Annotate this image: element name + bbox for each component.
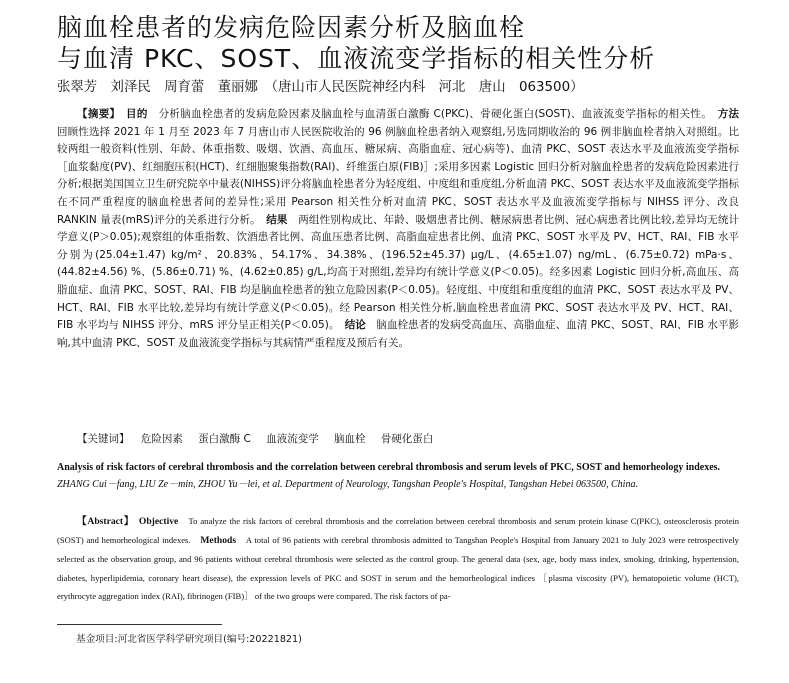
english-title: Analysis of risk factors of cerebral thrombosis and the correlation between cerebral thrombosis and serum levels of PKC, SOST and hemorheology indexes. — [57, 462, 721, 473]
keyword: 危险因素 — [140, 433, 183, 445]
english-methods-label: Methods — [200, 535, 237, 547]
english-objective-text: To analyze the risk factors of cerebral thrombosis and the correlation between cerebral thrombosis and serum protein kinase C(PKC), osteosclerosis protein (SOST) and hemorheological indexes. — [57, 516, 739, 546]
footnote-divider — [57, 624, 222, 625]
chinese-keywords — [57, 431, 739, 446]
results-text: 两组性别构成比、年龄、吸烟患者比例、糖尿病患者比例、冠心病患者比例比较,差异均无统计学意义(P＞0.05);观察组的体重指数、饮酒患者比例、高血压患者比例、高脂血症患者比例、血清 PKC、SOST 水平及 PV、HCT、RAI、FIB 水平分别为(25.04±1.47) kg/m²、20.83%、54.17%、34.38%、(196.52±45.37) μg/L、(4.65±1.07) ng/mL、(6.75±0.72) mPa·s、(44.82±4.56) %、(5.86±0.71) %、(4.62±0.85) g/L,均高于对照组,差异均有统计学意义(P＜0.05)。经多因素 Logistic 回归分析,高血压、高脂血症、血清 PKC、SOST、RAI、FIB 均是脑血栓患者的独立危险因素(P＜0.05)。轻度组、中度组和重度组的血清 PKC、SOST 表达水平及 PV、HCT、RAI、FIB 水平比较,差异均有统计学意义(P＜0.05)。经 Pearson 相关性分析,脑血栓患者血清 PKC、SOST 表达水平及 PV、HCT、RAI、FIB 水平均与 NIHSS 评分、mRS 评分呈正相关(P＜0.05)。 — [57, 213, 740, 332]
objective-text: 分析脑血栓患者的发病危险因素及脑血栓与血清蛋白激酶 C(PKC)、骨硬化蛋白(SOST)、血液流变学指标的相关性。 — [158, 108, 707, 120]
conclusion-label: 结论 — [344, 319, 366, 332]
methods-text: 回顾性选择 2021 年 1 月至 2023 年 7 月唐山市人民医院收治的 96 例脑血栓患者纳入观察组,另选同期收治的 96 例非脑血栓者纳入对照组。比较两组一般资料(性别、年龄、体重指数、吸烟、饮酒、高血压、糖尿病、高脂血症、冠心病等)、血清 PKC、SOST 表达水平及血液流变学指标［血浆黏度(PV)、红细胞压积(HCT)、红细胞聚集指数(RAI)、纤维蛋白原(FIB)］;采用多因素 Logistic 回归分析对脑血栓患者的发病危险因素进行分析;根据美国国立卫生研究院卒中量表(NIHSS)评分将脑血栓患者分为轻度组、中度组和重度组,分析血清 PKC、SOST 表达水平及血液流变学指标在不同严重程度的脑血栓患者间的差异性;采用 Pearson 相关性分析对血清 PKC、SOST 表达水平及血液流变学指标与 NIHSS 评分、改良 RANKIN 量表(mRS)评分的关系进行分析。 — [57, 125, 739, 226]
conclusion-text: 脑血栓患者的发病受高血压、高脂血症、血清 PKC、SOST、RAI、FIB 水平影响,其中血清 PKC、SOST 及血液流变学指标与其病情严重程度及预后有关。 — [57, 319, 740, 349]
english-abstract-label: 【Abstract】 — [77, 516, 130, 527]
english-affiliation: Department of Neurology, Tangshan People's Hospital, Tangshan Hebei 063500, China. — [284, 479, 638, 490]
keywords-label: 【关键词】 — [77, 433, 130, 445]
keyword: 蛋白激酶 C — [198, 433, 251, 445]
english-methods-text: A total of 96 patients with cerebral thrombosis admitted to Tangshan People's Hospital from January 2021 to July 2023 were retrospectively selected as the observation group, and 96 patients without cerebral thrombosis were selected as the control group. The general data (sex, age, body mass index, smoking, drinking, hypertension, diabetes, hyperlipidemia, coronary heart disease), the expression levels of PKC and SOST in serum and the hemorheological indices ［plasma viscosity (PV), hematopoietic volume (HCT), erythrocyte aggregation index (RAI), fibrinogen (FIB)］ of the two groups were compared. The risk factors of pa- — [57, 535, 739, 601]
results-label: 结果 — [266, 213, 288, 226]
keyword: 血液流变学 — [266, 433, 319, 445]
english-abstract — [57, 512, 739, 605]
objective-label: 目的 — [126, 108, 148, 120]
english-authors: ZHANG Cui－fang, LIU Ze－min, ZHOU Yu－lei, et al. — [57, 479, 283, 490]
title-line-1: 脑血栓患者的发病危险因素分析及脑血栓 — [57, 13, 526, 42]
keyword: 脑血栓 — [334, 433, 366, 445]
title-line-2: 与血清 PKC、SOST、血液流变学指标的相关性分析 — [57, 44, 656, 73]
english-title-block — [57, 459, 739, 493]
authors-affiliation: 张翠芳 刘泽民 周育蕾 董丽娜 （唐山市人民医院神经内科 河北 唐山 063500） — [57, 80, 584, 95]
methods-label: 方法 — [717, 108, 740, 120]
keyword: 骨硬化蛋白 — [380, 433, 434, 445]
funding-footnote: 基金项目:河北省医学科学研究项目(编号:20221821) — [76, 634, 302, 645]
chinese-abstract — [57, 106, 739, 352]
english-objective-label: Objective — [138, 516, 179, 527]
abstract-label: 【摘要】 — [77, 108, 116, 120]
